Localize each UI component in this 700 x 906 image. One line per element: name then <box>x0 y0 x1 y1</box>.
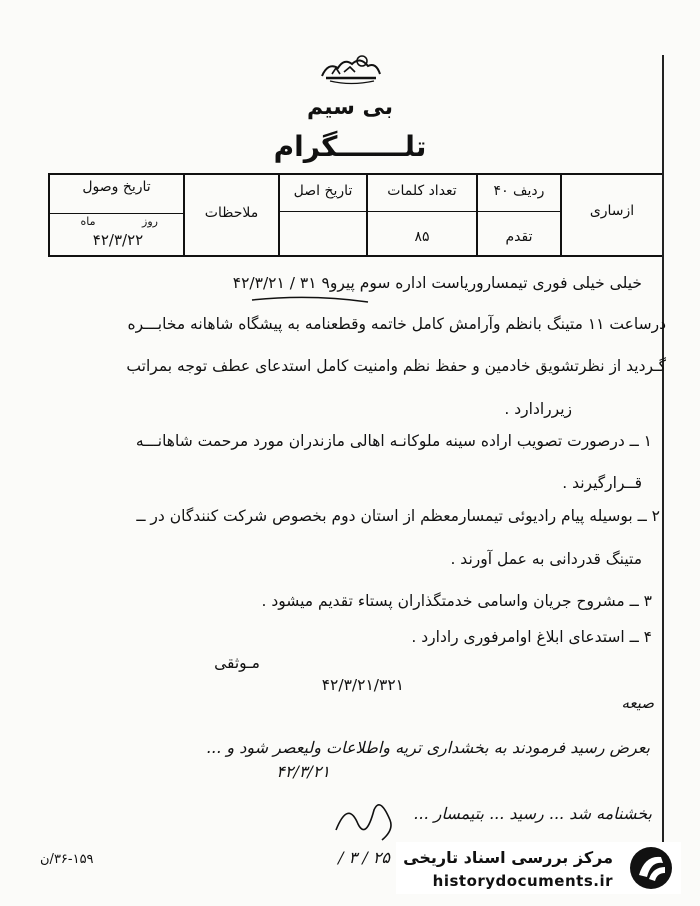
from-label: ازساری <box>589 203 635 219</box>
logo-url: historydocuments.ir <box>432 872 613 890</box>
original-date-label: تاریخ اصل <box>293 183 353 199</box>
handwritten-note-1-date: ۴۲/۳/۲۱ <box>276 762 330 781</box>
handwritten-tag: صیعه <box>621 694 654 712</box>
handwritten-note-2: بخشنامه شد ... رسید ... بتیمسار ... <box>413 804 652 823</box>
archive-number: ۳۶-۱۵۹/ن <box>40 852 94 867</box>
word-count-label: تعداد کلمات <box>387 183 457 199</box>
body-line-1: خیلی خیلی فوری تیمساروریاست اداره سوم پیرو۹ ۳۱ / ۴۲/۳/۲۱ <box>232 274 642 292</box>
word-count-value: ۸۵ <box>414 229 430 245</box>
signature-name: مـوثقی <box>214 654 260 672</box>
row-label: ردیف ۴۰ <box>493 183 545 199</box>
priority-label: تقدم <box>505 229 533 245</box>
receipt-date-label: تاریخ وصول <box>82 179 151 195</box>
signature-reference: ۴۲/۳/۲۱/۳۲۱ <box>321 676 404 694</box>
body-line-7: ۲ ــ بوسیله پیام رادیوئی تیمسارمعظم از استان دوم بخصوص شرکت کنندگان در ــ <box>136 507 660 525</box>
body-line-3: گـردید از نظرتشویق خادمین و حفظ نظم وامنیت کامل استدعای عطف توجه بمراتب <box>126 357 666 375</box>
body-line-5: ۱ ــ درصورت تصویب اراده سینه ملوکانـه اهالی مازندران مورد مرحمت شاهانـــه <box>135 432 652 450</box>
body-line-6: قــرارگیرند . <box>562 474 642 492</box>
archive-watermark-logo <box>396 842 681 894</box>
telegram-header-table <box>48 173 662 257</box>
heading-telegram: تلـــــــگرام <box>273 130 427 163</box>
receipt-date-value: ۴۲/۳/۲۲ <box>92 231 144 249</box>
handwritten-note-1: بعرض رسید فرمودند به بخشداری تریه واطلاعات ولیعصر شود و ... <box>206 738 650 757</box>
reference-underline <box>250 292 370 306</box>
handwritten-signature <box>330 790 400 850</box>
logo-title: مرکز بررسی اسناد تاریخی <box>403 848 613 867</box>
body-line-10: ۴ ــ استدعای ابلاغ اوامرفوری رادارد . <box>411 628 652 646</box>
month-label: ماه <box>80 215 96 228</box>
handwritten-note-2-date: ۲۵ / ۳ / <box>338 848 390 867</box>
archive-logo-icon <box>627 845 675 891</box>
body-line-4: زیررادارد . <box>504 400 572 418</box>
body-line-9: ۳ ــ مشروح جریان واسامی خدمتگذاران پستاء تقدیم میشود . <box>261 592 652 610</box>
body-line-2: درساعت ۱۱ متینگ بانظم وآرامش کامل خاتمه وقطعنامه به پیشگاه شاهانه مخابـــره <box>127 315 666 333</box>
page-edge-line <box>662 55 664 860</box>
lion-and-sun-emblem <box>318 50 384 86</box>
day-label: روز <box>142 215 158 228</box>
notes-label: ملاحظات <box>204 205 259 221</box>
heading-wireless: بی سیم <box>306 95 394 120</box>
body-line-8: متینگ قدردانی به عمل آورند . <box>450 550 642 568</box>
